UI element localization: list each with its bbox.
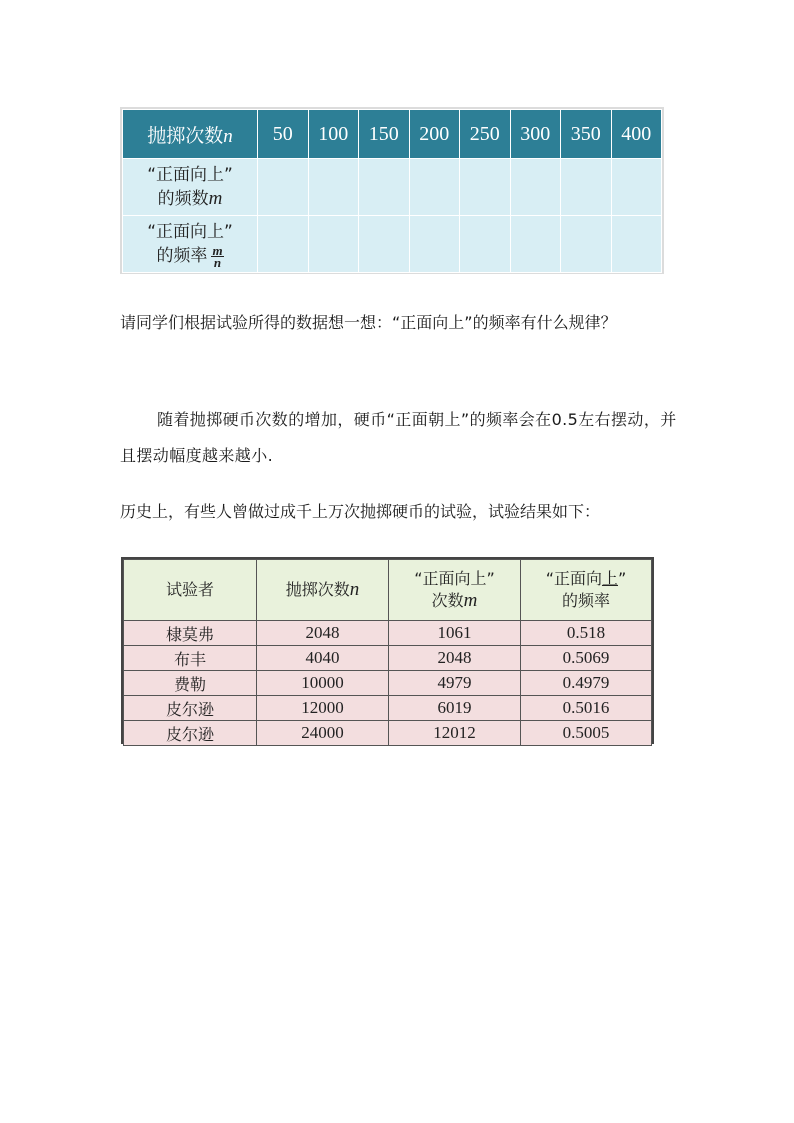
empty-cell	[308, 216, 359, 273]
heads-rate-label-cell	[123, 216, 258, 273]
heads-rate-label-line1: “正面向上”	[147, 222, 233, 242]
history-results-table	[121, 557, 654, 744]
experimenter-cell: 皮尔逊	[124, 721, 257, 746]
table-row	[124, 671, 652, 696]
heads-count-var: m	[208, 188, 223, 209]
heads-count-header-text: 次数	[431, 591, 464, 610]
empty-cell	[258, 159, 309, 216]
heads-frequency-header-line1	[521, 568, 651, 590]
empty-cell	[460, 159, 511, 216]
history-results-grid	[123, 559, 652, 746]
count-header-cell: 300	[510, 110, 561, 159]
frequency-cell: 0.5005	[521, 721, 652, 746]
empty-cell	[409, 159, 460, 216]
tosses-cell: 2048	[257, 621, 389, 646]
table-row	[124, 646, 652, 671]
frequency-cell: 0.518	[521, 621, 652, 646]
heads-rate-label-line2	[123, 244, 257, 268]
freq-header-part-a: “正面向	[545, 569, 602, 588]
empty-cell	[510, 216, 561, 273]
heads-cell: 12012	[389, 721, 521, 746]
experimenter-cell: 布丰	[124, 646, 257, 671]
frequency-cell: 0.5016	[521, 696, 652, 721]
table-row	[124, 621, 652, 646]
fraction-denominator: n	[213, 254, 222, 270]
question-paragraph: 请同学们根据试验所得的数据想一想：“正面向上”的频率有什么规律？	[120, 313, 617, 332]
experimenter-cell: 皮尔逊	[124, 696, 257, 721]
empty-cell	[510, 159, 561, 216]
empty-cell	[308, 159, 359, 216]
toss-count-header-var: n	[349, 579, 360, 600]
empty-cell	[359, 216, 410, 273]
toss-count-header	[257, 560, 389, 621]
heads-rate-label-text: 的频率	[156, 246, 208, 266]
count-header-cell: 250	[460, 110, 511, 159]
heads-cell: 6019	[389, 696, 521, 721]
history-intro-paragraph: 历史上，有些人曾做过成千上万次抛掷硬币的试验，试验结果如下：	[120, 502, 601, 521]
toss-count-var: n	[223, 125, 233, 147]
heads-cell: 1061	[389, 621, 521, 646]
freq-header-part-b: 上	[601, 569, 618, 588]
experimenter-cell: 费勒	[124, 671, 257, 696]
experimenter-cell: 棣莫弗	[124, 621, 257, 646]
tosses-cell: 10000	[257, 671, 389, 696]
heads-count-label-text: 的频数	[157, 189, 209, 209]
heads-count-header-line2	[389, 590, 520, 612]
frequency-cell: 0.4979	[521, 671, 652, 696]
freq-header-part-c: ”	[618, 569, 627, 588]
heads-count-label-line2	[123, 187, 257, 211]
heads-count-label-line1: “正面向上”	[147, 165, 233, 185]
count-header-cell: 200	[409, 110, 460, 159]
heads-count-header-line1: “正面向上”	[414, 569, 495, 588]
count-header-cell: 50	[258, 110, 309, 159]
count-header-cell: 150	[359, 110, 410, 159]
heads-count-label-cell	[123, 159, 258, 216]
heads-frequency-header-line2: 的频率	[561, 591, 610, 610]
count-header-cell: 400	[611, 110, 662, 159]
empty-cell	[611, 159, 662, 216]
empty-cell	[359, 159, 410, 216]
toss-count-header	[123, 110, 258, 159]
heads-count-header-var: m	[463, 590, 478, 611]
empty-cell	[611, 216, 662, 273]
history-header-row	[124, 560, 652, 621]
experimenter-header: 试验者	[124, 560, 257, 621]
tosses-cell: 4040	[257, 646, 389, 671]
frequency-cell: 0.5069	[521, 646, 652, 671]
heads-count-header	[389, 560, 521, 621]
table-row	[124, 696, 652, 721]
tosses-cell: 24000	[257, 721, 389, 746]
heads-cell: 4979	[389, 671, 521, 696]
toss-count-header-label: 抛掷次数	[285, 580, 350, 599]
tosses-cell: 12000	[257, 696, 389, 721]
empty-cell	[258, 216, 309, 273]
empty-cell	[561, 159, 612, 216]
fraction-numerator: m	[212, 242, 223, 258]
coin-toss-grid	[122, 109, 662, 273]
toss-count-label: 抛掷次数	[147, 124, 224, 147]
coin-toss-header-row	[123, 110, 662, 159]
coin-toss-table	[120, 107, 664, 274]
heads-cell: 2048	[389, 646, 521, 671]
heads-frequency-rate-row	[123, 216, 662, 273]
answer-paragraph: 随着抛掷硬币次数的增加，硬币“正面朝上”的频率会在0.5左右摆动，并且摆动幅度越来越小.	[120, 410, 677, 465]
heads-frequency-count-row	[123, 159, 662, 216]
empty-cell	[561, 216, 612, 273]
table-row	[124, 721, 652, 746]
m-over-n-fraction	[211, 242, 223, 270]
heads-frequency-header	[521, 560, 652, 621]
count-header-cell: 350	[561, 110, 612, 159]
empty-cell	[409, 216, 460, 273]
count-header-cell: 100	[308, 110, 359, 159]
empty-cell	[460, 216, 511, 273]
